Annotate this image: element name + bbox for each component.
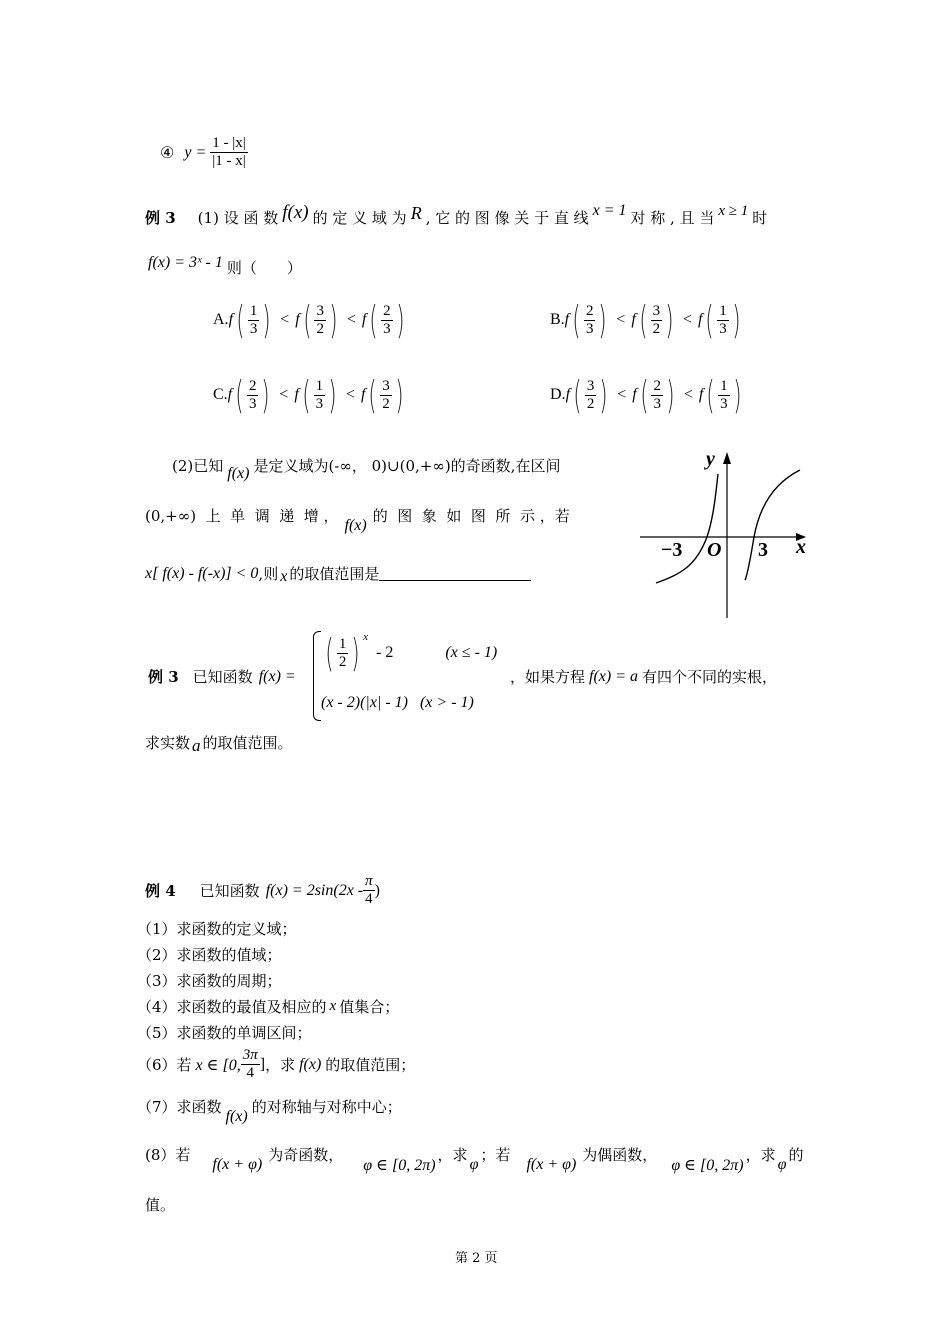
paren-left: (: [302, 373, 311, 417]
text: ；若: [480, 1146, 511, 1164]
text: 的 图 象 如 图 所 示 ，若: [372, 507, 570, 525]
y-axis-label: y: [706, 448, 715, 470]
lt: <: [346, 311, 356, 328]
paren-left: (: [325, 631, 334, 675]
text: （7）求函数: [137, 1098, 222, 1116]
example3-piecewise-label: [148, 666, 296, 687]
lt: <: [682, 311, 692, 328]
paren-right: ): [732, 373, 742, 417]
text: (2)已知: [172, 457, 224, 475]
math-x-eq-1: x = 1: [592, 202, 627, 219]
math-phi: φ: [469, 1155, 479, 1173]
fraction: $\frac{1}{3}$: [719, 302, 727, 337]
text: 求实数: [145, 734, 191, 752]
lt: <: [280, 311, 290, 328]
paren: ): [374, 881, 380, 899]
paren-right: ): [329, 298, 338, 342]
ex4-item-8: [145, 1144, 804, 1174]
paren-right: ): [666, 373, 675, 417]
text: 已知函数: [192, 668, 253, 686]
text: 的取值范围。: [202, 734, 293, 752]
paren-right: ): [328, 373, 337, 417]
curve-left-branch: [656, 474, 718, 583]
f: f: [564, 311, 570, 328]
math-inequality: x[ f(x) - f(-x)] < 0: [145, 564, 259, 582]
paren-left: (: [705, 298, 714, 342]
fraction: $\frac{1}{2}$: [338, 635, 347, 670]
option-d[interactable]: [550, 373, 744, 417]
paren-right: ): [598, 298, 607, 342]
pos3-label: 3: [758, 539, 768, 561]
fraction: $\frac{1}{3}$: [249, 302, 258, 337]
x-axis-label: x: [796, 536, 806, 558]
f: f: [361, 311, 367, 328]
fraction-pi-4: $\frac{\pi}{4}$: [365, 873, 373, 907]
math: - 2: [376, 644, 394, 661]
example3-part1-line1: [145, 202, 768, 228]
text: 对 称 , 且 当: [630, 208, 715, 227]
paren-left: (: [369, 298, 378, 342]
formula-lhs: y =: [184, 143, 207, 161]
text: 的取值范围；: [325, 1056, 416, 1074]
math-fx: f(x): [225, 1107, 248, 1125]
origin-label: O: [707, 539, 722, 561]
piecewise-case1: [322, 631, 498, 675]
f: f: [565, 386, 571, 403]
text: ，求: [265, 1056, 296, 1074]
math-x: x: [280, 567, 288, 585]
text: 是定义域为(-∞， 0)∪(0,+∞)的奇函数,在区间: [253, 457, 561, 475]
f: f: [295, 311, 300, 328]
paren-left: (: [368, 373, 377, 417]
text: （6）若: [137, 1056, 192, 1074]
f: f: [698, 386, 704, 403]
paren-right: ): [261, 373, 270, 417]
ex4-item-4: [137, 996, 399, 1017]
example-label: 例 3: [148, 668, 179, 686]
text: 时: [752, 208, 768, 227]
condition: (x > - 1): [419, 694, 474, 711]
text: 的 定 义 域 为: [312, 208, 407, 227]
example3-part1-line2: [148, 252, 302, 277]
f: f: [697, 311, 703, 328]
text: （4）求函数的最值及相应的: [137, 998, 327, 1016]
text: 为奇函数，: [268, 1146, 344, 1164]
formula-fraction: $\frac{1 - |x|}{|1 - x|}$: [212, 135, 246, 169]
fraction: $\frac{2}{3}$: [248, 377, 257, 412]
text: 已知函数: [199, 882, 260, 900]
ex4-item-8-tail: 值。: [145, 1196, 176, 1214]
math-x: x: [329, 998, 337, 1014]
lt: <: [279, 386, 289, 403]
text: 的: [788, 1146, 804, 1164]
text: , 它 的 图 像 关 于 直 线: [425, 208, 589, 227]
text: 的对称轴与对称中心；: [251, 1098, 402, 1116]
paren-right: ): [351, 631, 360, 675]
ex4-item-6: [137, 1047, 415, 1082]
option-b[interactable]: [550, 298, 744, 342]
math: φ ∈ [0, 2π): [671, 1156, 744, 1174]
math-phi: φ: [777, 1155, 787, 1173]
paren-left: (: [639, 373, 649, 417]
f: f: [228, 311, 234, 328]
option-c[interactable]: [213, 373, 407, 417]
ex4-item-1: （1）求函数的定义域；: [137, 920, 297, 938]
bracket: ]: [259, 1055, 266, 1073]
math-a: a: [192, 735, 201, 755]
math: (x - 2)(|x| - 1): [321, 694, 408, 711]
math-eq: f(x) = a: [589, 667, 639, 685]
math-R: R: [410, 202, 422, 223]
math: φ ∈ [0, 2π): [363, 1156, 436, 1174]
example3-piecewise-tail: [510, 666, 777, 687]
fraction: $\frac{2}{3}$: [383, 302, 391, 337]
math: f(x + φ): [212, 1155, 263, 1173]
f: f: [632, 386, 637, 403]
paren-left: (: [573, 373, 582, 417]
text: 为偶函数，: [582, 1146, 658, 1164]
math: x ∈ [0,: [195, 1056, 241, 1074]
example-label: 例 3: [145, 208, 176, 227]
example3-part2-line1: [172, 455, 561, 482]
fraction: $\frac{1}{3}$: [720, 377, 728, 412]
answer-blank[interactable]: [379, 566, 531, 581]
text: 值集合；: [339, 998, 400, 1016]
paren-right: ): [665, 298, 674, 342]
paren-left: (: [236, 298, 245, 342]
ex4-item-2: （2）求函数的值域；: [137, 946, 282, 964]
example3-piecewise-line2: [145, 732, 293, 753]
fraction: $\frac{2}{3}$: [653, 377, 661, 412]
condition: (x ≤ - 1): [445, 644, 498, 661]
example3-part2-line2: [145, 505, 570, 534]
odd-function-graph: [636, 446, 816, 621]
math-fx: f(x): [299, 1055, 322, 1073]
example-label: 例 4: [145, 882, 176, 900]
option-letter: A.: [213, 311, 229, 328]
fraction: $\frac{3}{2}$: [652, 302, 661, 337]
lt: <: [345, 386, 355, 403]
math-fx: f(x): [227, 464, 250, 482]
lt: <: [683, 386, 693, 403]
paren-right: ): [599, 373, 608, 417]
item4-formula: [160, 135, 248, 170]
text: (8）若: [145, 1146, 191, 1164]
option-a[interactable]: [213, 298, 407, 342]
math-x-ge-1: x ≥ 1: [718, 202, 749, 219]
paren-left: (: [572, 298, 581, 342]
math-fx: f(x): [344, 516, 367, 534]
text: 有四个不同的实根，: [642, 668, 778, 686]
option-letter: C.: [213, 386, 228, 403]
fraction: $\frac{2}{3}$: [585, 302, 594, 337]
example4-title: [145, 873, 380, 908]
text: (0,+∞) 上 单 调 递 增 ，: [145, 507, 339, 525]
math: f(x + φ): [526, 1155, 577, 1173]
neg3-label: −3: [661, 539, 683, 561]
text: ，如果方程: [510, 668, 586, 686]
math-fx: f(x) = 2sin(2x -: [265, 881, 364, 899]
text: 则（ ）: [226, 259, 302, 277]
fraction: $\frac{3}{2}$: [586, 377, 595, 412]
math-fx: f(x) =: [258, 667, 296, 685]
piecewise-case2: [321, 694, 474, 712]
paren-right: ): [395, 298, 405, 342]
fraction: $\frac{1}{3}$: [315, 377, 324, 412]
f: f: [227, 386, 233, 403]
ex4-item-7: [137, 1096, 402, 1125]
exponent: x: [363, 631, 369, 643]
y-axis-arrow: [723, 452, 731, 464]
paren-left: (: [235, 373, 244, 417]
fraction-3pi-4: $\frac{3\pi}{4}$: [242, 1047, 258, 1081]
paren-left: (: [639, 298, 648, 342]
fraction: $\frac{3}{2}$: [316, 302, 324, 337]
paren-left: (: [302, 298, 312, 342]
fraction: $\frac{3}{2}$: [382, 377, 390, 412]
lt: <: [617, 386, 627, 403]
math-fx-def: f(x) = 3ˣ - 1: [148, 253, 223, 271]
math-fx: f(x): [282, 202, 309, 223]
text: ,则: [258, 565, 279, 583]
f: f: [294, 386, 299, 403]
f: f: [360, 386, 366, 403]
paren-right: ): [395, 373, 404, 417]
text: ，求: [745, 1146, 776, 1164]
curve-right-branch: [745, 470, 800, 580]
paren-right: ): [262, 298, 271, 342]
example3-part2-line3: [145, 563, 531, 584]
ex4-item-5: （5）求函数的单调区间；: [137, 1024, 312, 1042]
lt: <: [616, 311, 626, 328]
paren-right: ): [732, 298, 741, 342]
text: (1) 设 函 数: [197, 208, 279, 227]
option-letter: D.: [550, 386, 566, 403]
page-number: 第 2 页: [455, 1251, 498, 1266]
paren-left: (: [706, 373, 715, 417]
text: ，求: [437, 1146, 468, 1164]
circled-number: ④: [160, 143, 175, 162]
ex4-item-3: （3）求函数的周期；: [137, 972, 282, 990]
option-letter: B.: [550, 311, 565, 328]
f: f: [631, 311, 636, 328]
piecewise-brace: [313, 631, 321, 721]
text: 的取值范围是: [289, 565, 380, 583]
